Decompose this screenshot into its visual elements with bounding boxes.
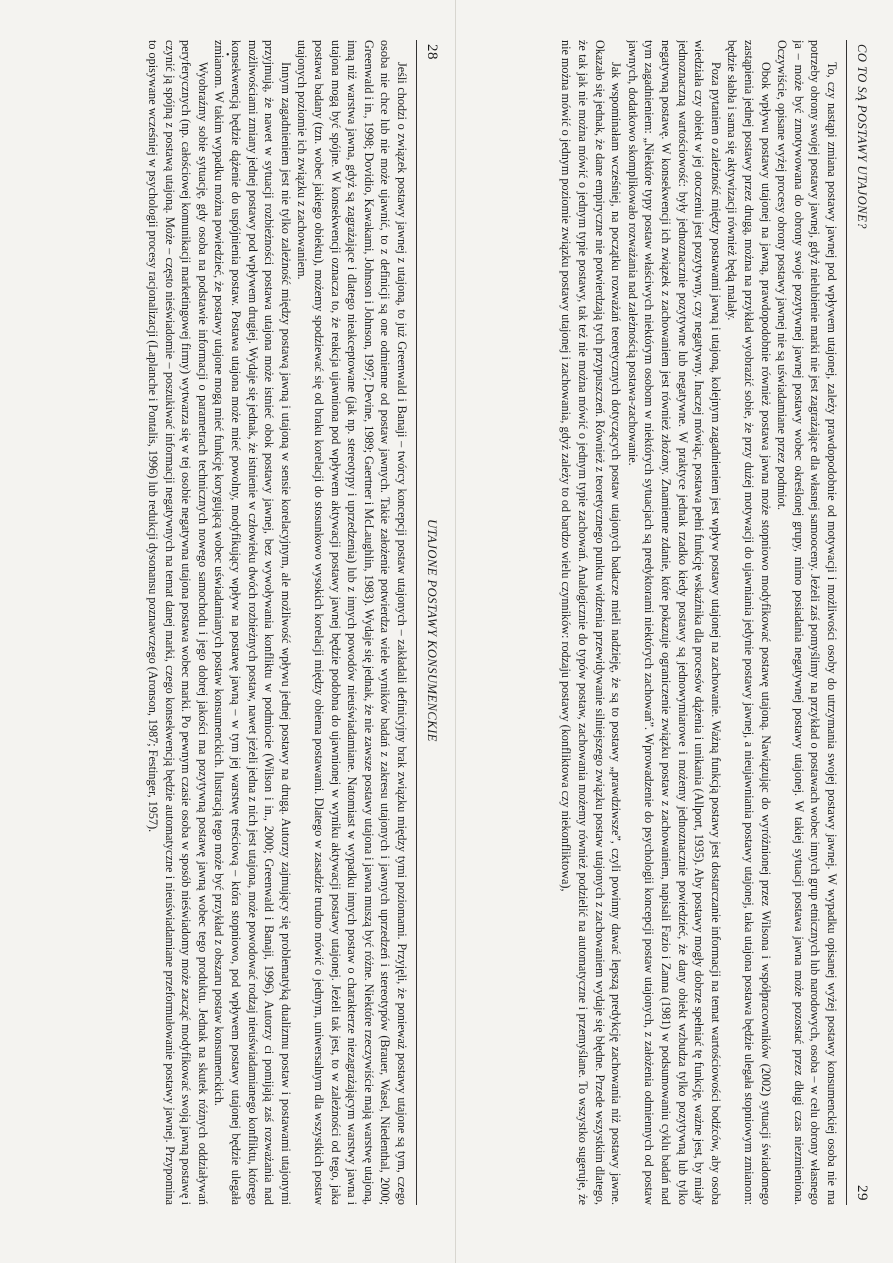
paragraph: Jak wspominałam wcześniej, na początku rozważań teoretycznych dotyczących postaw utajonych badacze mieli nadzieję, że są to postawy „prawdziwsze”, czyli powinny dawać lepszą predykcję zachowania niż postawy jawne. Okazało się jednak, że dane empiryczne nie potwierdzają tych przypuszczeń. Również z teoretycznego punktu widzenia przewidywanie silniejszego związku postaw utajonych z zachowaniem wydaje się błędne. Przede wszystkim dlatego, że tak jak nie można mówić o jednym typie postawy, tak też nie można mówić o jednym typie zachowań. Analogicznie do typów postaw, zachowania możemy również podzielić na automatyczne i przemyślane. To wszystko sugeruje, że nie można mówić o jednym poziomie związku postawy utajonej i zachowania, gdyż zależy to od bardzo wielu czynników: rodzaju postawy (konfliktowa czy niekonfliktowa), <box>559 40 624 1205</box>
page-29 <box>470 40 870 1220</box>
paragraph: Jeśli chodzi o związek postawy jawnej z utajoną, to już Greenwald i Banaji – twórcy koncepcji postaw utajonych – zakładali definicyjny brak związku między tymi poziomami. Przyjęli, że ponieważ postawy utajone są tym, czego osoba nie chce lub nie może ujawnić, to z definicji są one odmienne od postaw jawnych. Takie założenie potwierdza wiele wyników badań z zakresu utajonych i jawnych uprzedzeń i stereotypów (Brauer, Wasel, Niedenthal, 2000; Greenwald i in., 1998; Dovidio, Kawakami, Johnson i Johnson, 1997; Devine, 1989; Gaertner i McLaughlin, 1983). Wydaje się jednak, że nie zawsze postawy utajona i jawna muszą być różne. Niektóre rzeczywiście mają warstwę utajoną, inną niż warstwa jawna, gdyż są zagrażające i dlatego nieakceptowane (jak np. stereotypy i uprzedzenia) lub z innych powodów nieuświadamiane. Natomiast w wypadku innych postaw o charakterze niezagrażającym warstwy jawna i utajona mogą być spójne. W konsekwencji oznacza to, że reakcja ujawniona pod wpływem aktywacji postawy jawnej będzie podobna do ujawnionej w wyniku aktywacji postawy utajonej. Jeżeli tak jest, to w zależności od tego, jaka postawa badany (tzn. wobec jakiego obiektu), możemy spodziewać się od braku korelacji do stosunkowo wysokich korelacji między obiema postawami. Dlatego w zasadzie trudno mówić o jednym, uniwersalnym dla wszystkich postaw utajonych poziomie ich związku z zachowaniem. <box>295 40 409 1205</box>
paragraph: Innym zagadnieniem jest nie tylko zależność między postawą jawną i utajoną w sensie korelacyjnym, ale możliwość wpływu jednej postawy na drugą. Autorzy zajmujący się problematyką dualizmu postaw i postawami utajonymi przyjmują, że nawet w sytuacji rozbieżności postawa utajona może istnieć obok postawy jawnej, bez wywoływania konfliktu w podmiocie (Wilson i in., 2000; Greenwald i Banaji, 1996). Autorzy ci pomijają zaś rozważania nad możliwościami zmiany jednej postawy pod wpływem drugiej. Wydaje się jednak, że istnienie w człowieku dwóch rozbieżnych postaw, nawet jeżeli jedna z nich jest utajona, może powodować rodzaj nieuświadamianego konfliktu, którego konsekwencją będzie dążenie do uspójnienia postaw. Postawa utajona może mieć powolny, modyfikujący wpływ na postawę jawną – w tym jej warstwę treściową – która stopniowo, pod wpływem postawy utajonej będzie ulegała zmianom. W takim wypadku można powiedzieć, że postawy utajone mogą mieć funkcję korygującą wobec uświadamianych postaw konsumenckich. Ilustracją tego może być przykład z obszaru postaw konsumenckich. <box>212 40 293 1205</box>
header-rule-29 <box>846 40 847 1205</box>
running-head-28 <box>417 40 440 1205</box>
paragraph: To, czy nastąpi zmiana postawy jawnej pod wpływem utajonej, zależy prawdopodobnie od motywacji i możliwości osoby do utrzymania swojej postawy jawnej. W wypadku opisanej wyżej postawy konsumenckiej osoba nie ma potrzeby obrony swojej postawy jawnej, gdyż nielubienie marki nie jest zagrażające dla własnej samooceny. Jeżeli zaś pomyślimy na przykład o postawach wobec innych grup etnicznych lub narodowych, osoba – w celu obrony własnego ja – może być zmotywowana do obrony swoje pozytywnej jawnej postawy wobec określonej grupy, mimo posiadania negatywnej postawy utajonej. W takiej sytuacji postawa jawna może pozostać przez długi czas niezmieniona. Oczywiście, opisane wyżej procesy obrony postawy jawnej nie są uświadamiane przez podmiot. <box>775 40 839 1205</box>
body-text-28 <box>145 40 411 1205</box>
scan-speck: • <box>226 50 230 61</box>
running-head-title-29: CO TO SĄ POSTAWY UTAJONE? <box>855 44 869 229</box>
page-number-29: 29 <box>854 1185 870 1201</box>
spine-fold <box>455 0 456 1263</box>
running-head-title-28: UTAJONE POSTAWY KONSUMENCKIE <box>425 519 439 742</box>
paragraph: Poza pytaniem o zależność między postawami jawną i utajoną, kolejnym zagadnieniem jest wpływ postawy utajonej na zachowanie. Ważną funkcją postawy jest dostarczanie informacji na temat wartościowości bodźców, aby osoba wiedziała czy obiekt w jej otoczeniu jest pozytywny, czy negatywny. Inaczej mówiąc, postawa pełni funkcję wskaźnika dla procesów dążenia i unikania (Allport, 1935). Aby postawy mogły dobrze spełniać tę funkcję, ważne jest, by miały jednoznaczną wartościowość: były jednoznacznie pozytywne lub negatywne. W praktyce jednak rzadko kiedy postawy są jednowymiarowe i możemy jednoznacznie powiedzieć, że dany obiekt wzbudza tylko pozytywną lub tylko negatywną postawę. W konsekwencji ich związek z zachowaniem jest również złożony. Znamienne zdanie, które pokazuje ograniczenie związku postaw z zachowaniem, napisali Fazio i Zanna (1981) w podsumowaniu cyklu badań nad tym zagadnieniem: „Niektóre typy postaw właściwych niektórym osobom w niektórych sytuacjach są predyktorami niektórych zachowań”. Wprowadzenie do psychologii koncepcji postaw utajonych, z założenia odmiennych od postaw jawnych, dodatkowo skomplikowało rozważania nad zależnością postawa-zachowanie. <box>625 40 723 1205</box>
running-head-29 <box>847 40 870 1205</box>
page-number-28: 28 <box>424 44 440 60</box>
body-text-29 <box>558 40 840 1205</box>
header-rule-28 <box>416 40 417 1205</box>
paragraph: Wyobraźmy sobie sytuację, gdy osoba na podstawie informacji o parametrach technicznych nowego samochodu i jego dobrej jakości ma pozytywną postawę jawną wobec tego produktu. Jednak na skutek różnych oddziaływań peryferycznych (np. całościowej komunikacji marketingowej firmy) wytwarza się w tej osobie negatywna utajona postawa wobec marki. Po pewnym czasie osoba w sposób nieświadomy może zacząć modyfikować swoją jawną postawę i czynić ją spójną z postawą utajoną. Może – często nieświadomie – poszukiwać informacji negatywnych na temat danej marki, czego konsekwencją będzie automatyczne i nieuświadamiane przeformułowanie postawy jawnej. Przypomina to opisywane wcześniej w psychologii procesy racjonalizacji (Laplanche i Pontalis, 1996) lub redukcji dysonansu poznawczego (Aronson, 1987; Festinger, 1957). <box>146 40 210 1205</box>
page-28 <box>30 40 440 1220</box>
paragraph: Obok wpływu postawy utajonej na jawną, prawdopodobnie również postawa jawna może stopniowo modyfikować postawę utajoną. Nawiązując do wyróżnionej przez Wilsona i współpracowników (2002) sytuacji świadomego zastąpienia jednej postawy przez drugą, można na przykład wyobrazić sobie, że przy dużej motywacji do ujawniania jedynie postawy jawnej, a nieujawniania postawy utajonej, taka utajona postawa będzie ulegała stopniowym zmianom: będzie słabła i sama się aktywizacji również będą malały. <box>725 40 773 1205</box>
